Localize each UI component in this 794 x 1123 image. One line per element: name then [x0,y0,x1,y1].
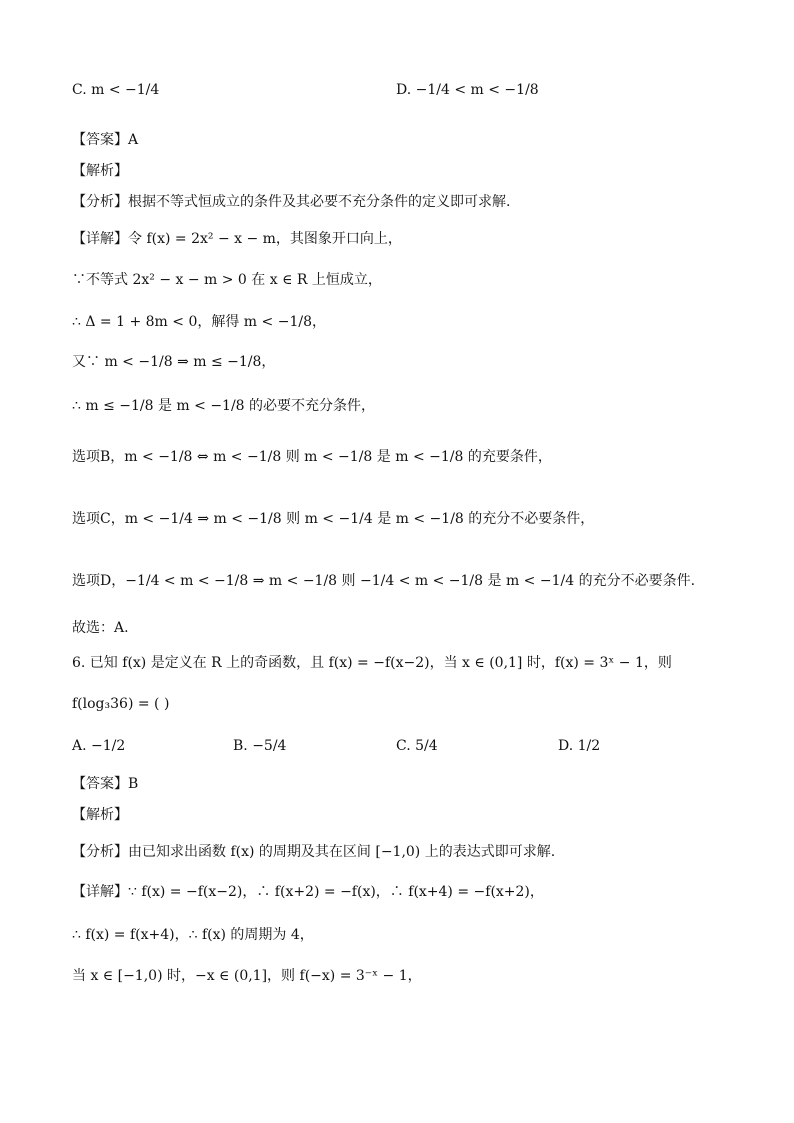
q5-option-d: D. −1/4 < m < −1/8 [396,82,539,98]
q5-detail-line-3: ∴ Δ = 1 + 8m < 0，解得 m < −1/8， [72,314,326,330]
q6-analysis-tag: 【解析】 [72,807,128,823]
q6-option-d: D. 1/2 [558,738,601,754]
answer-tag: 【答案】 [72,132,128,148]
q5-conclusion: 故选：A. [72,620,129,636]
q5-detail-line-1: 【详解】令 f(x) = 2x² − x − m，其图象开口向上， [72,231,402,247]
q5-detail-line-7: 选项C，m < −1/4 ⇒ m < −1/8 则 m < −1/4 是 m < −1/8 的充分不必要条件， [72,511,595,527]
q6-option-c: C. 5/4 [396,738,438,754]
q6-stem: 6. 已知 f(x) 是定义在 R 上的奇函数，且 f(x) = −f(x−2)，当 x ∈ (0,1] 时，f(x) = 3ˣ − 1，则 [72,655,672,671]
q6-option-a: A. −1/2 [72,738,126,754]
q6-option-b: B. −5/4 [233,738,287,754]
q6-detail-line-1: 【详解】∵ f(x) = −f(x−2)，∴ f(x+2) = −f(x)，∴ f(x+4) = −f(x+2)， [72,884,544,900]
q6-fenxi: 【分析】由已知求出函数 f(x) 的周期及其在区间 [−1,0) 上的表达式即可求解. [72,844,556,860]
q5-option-c: C. m < −1/4 [72,82,160,98]
q5-detail-line-4: 又∵ m < −1/8 ⇒ m ≤ −1/8， [72,354,276,370]
answer-value: A [128,132,139,148]
q5-fenxi: 【分析】根据不等式恒成立的条件及其必要不充分条件的定义即可求解. [72,194,511,210]
q6-detail-line-3: 当 x ∈ [−1,0) 时，−x ∈ (0,1]，则 f(−x) = 3⁻ˣ − 1， [72,968,422,984]
q6-detail-line-2: ∴ f(x) = f(x+4)，∴ f(x) 的周期为 4， [72,927,314,943]
q5-detail-line-6: 选项B，m < −1/8 ⇔ m < −1/8 则 m < −1/8 是 m < −1/8 的充要条件， [72,449,552,465]
q5-detail-line-8: 选项D，−1/4 < m < −1/8 ⇒ m < −1/8 则 −1/4 < m < −1/8 是 m < −1/4 的充分不必要条件. [72,573,696,589]
q5-answer-line [72,130,138,150]
q5-detail-line-2: ∵不等式 2x² − x − m > 0 在 x ∈ R 上恒成立， [72,272,382,288]
q6-answer-line: 【答案】B [72,776,139,792]
q6-stem-2: f(log₃36) = ( ) [72,696,170,712]
q5-analysis-tag: 【解析】 [72,163,128,179]
q5-detail-line-5: ∴ m ≤ −1/8 是 m < −1/8 的必要不充分条件， [72,398,376,414]
